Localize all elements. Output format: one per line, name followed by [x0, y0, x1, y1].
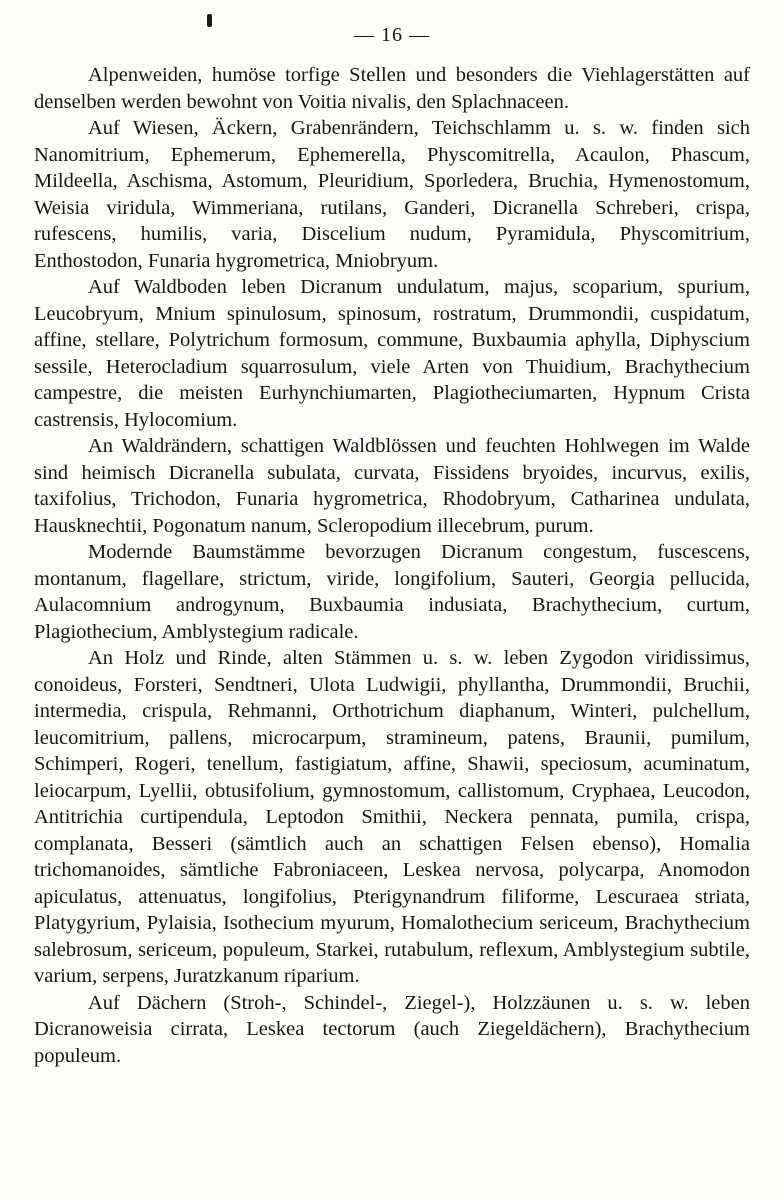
paragraph-forest-edges: An Waldrändern, schattigen Waldblössen und feuchten Hohlwegen im Walde sind heimisch Dicranella subulata, curvata, Fissidens bryoides, incurvus, exilis, taxifolius, Trichodon, Funaria hygrometrica, Rhodobryum, Catharinea undulata, Hausknechtii, Pogonatum nanum, Scleropodium illecebrum, purum.	[34, 435, 750, 537]
paragraph-rotting-trunks: Modernde Baumstämme bevorzugen Dicranum congestum, fuscescens, montanum, flagellare, strictum, viride, longifolium, Sauteri, Georgia pellucida, Aulacomnium androgynum, Buxbaumia indusiata, Brachythecium, curtum, Plagiothecium, Amblystegium radicale.	[34, 541, 750, 643]
paragraph-roofs-fences: Auf Dächern (Stroh-, Schindel-, Ziegel-), Holzzäunen u. s. w. leben Dicranoweisia cirrata, Leskea tectorum (auch Ziegeldächern), Brachythecium populeum.	[34, 991, 750, 1067]
body-text	[34, 62, 750, 1069]
paragraph-meadows-fields: Auf Wiesen, Äckern, Grabenrändern, Teichschlamm u. s. w. finden sich Nanomitrium, Ephemerum, Ephemerella, Physcomitrella, Acaulon, Phascum, Mildeella, Aschisma, Astomum, Pleuridium, Sporledera, Bruchia, Hymenostomum, Weisia viridula, Wimmeriana, rutilans, Ganderi, Dicranella Schreberi, crispa, rufescens, humilis, varia, Discelium nudum, Pyramidula, Physcomitrium, Enthostodon, Funaria hygrometrica, Mniobryum.	[34, 117, 750, 272]
paragraph-alpine-pastures: Alpenweiden, humöse torfige Stellen und besonders die Viehlagerstätten auf denselben werden bewohnt von Voitia nivalis, den Splachnaceen.	[34, 64, 750, 113]
paragraph-wood-bark: An Holz und Rinde, alten Stämmen u. s. w. leben Zygodon viridissimus, conoideus, Forsteri, Sendtneri, Ulota Ludwigii, phyllantha, Drummondii, Bruchii, intermedia, crispula, Rehmanni, Orthotrichum diaphanum, Winteri, pulchellum, leucomitrium, pallens, microcarpum, stramineum, patens, Braunii, pumilum, Schimperi, Rogeri, tenellum, fastigiatum, affine, Shawii, speciosum, acuminatum, leiocarpum, Lyellii, obtusifolium, gymnostomum, callistomum, Cryphaea, Leucodon, Antitrichia curtipendula, Leptodon Smithii, Neckera pennata, pumila, crispa, complanata, Besseri (sämtlich auch an schattigen Felsen ebenso), Homalia trichomanoides, sämtliche Fabroniaceen, Leskea nervosa, polycarpa, Anomodon apiculatus, attenuatus, longifolius, Pterigynandrum filiforme, Lescuraea striata, Platygyrium, Pylaisia, Isothecium myurum, Homalothecium sericeum, Brachythecium salebrosum, sericeum, populeum, Starkei, rutabulum, reflexum, Amblystegium subtile, varium, serpens, Juratzkanum riparium.	[34, 647, 750, 987]
page-number: — 16 —	[354, 24, 430, 46]
paragraph-forest-floor: Auf Waldboden leben Dicranum undulatum, majus, scoparium, spurium, Leucobryum, Mnium spinulosum, spinosum, rostratum, Drummondii, cuspidatum, affine, stellare, Polytrichum formosum, commune, Buxbaumia aphylla, Diphyscium sessile, Heterocladium squarrosulum, viele Arten von Thuidium, Brachythecium campestre, die meisten Eurhynchiumarten, Plagiotheciumarten, Hypnum Crista castrensis, Hylocomium.	[34, 276, 750, 431]
